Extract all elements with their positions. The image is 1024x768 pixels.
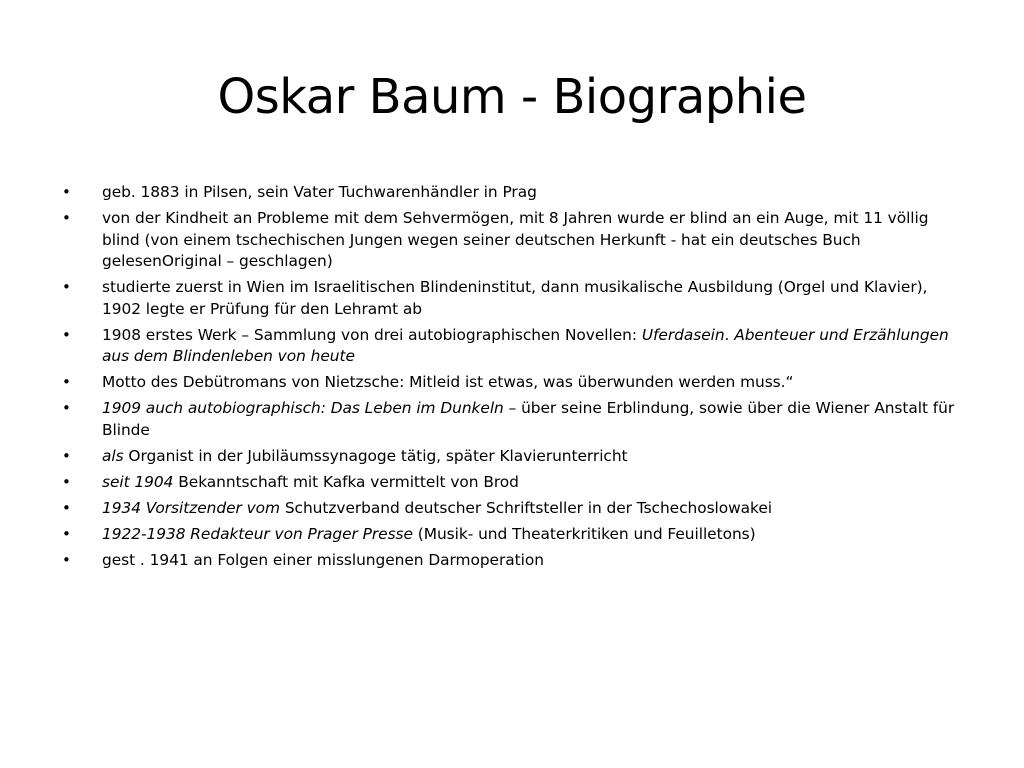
bullet-marker: • [62, 278, 71, 297]
bullet-item [60, 182, 964, 204]
bullet-marker: • [62, 399, 71, 418]
bullet-text: Schutzverband deutscher Schriftsteller in der Tschechoslowakei [280, 499, 773, 518]
bullet-marker: • [62, 525, 71, 544]
bullet-text: 1934 Vorsitzender vom [102, 499, 280, 518]
bullet-text: Bekanntschaft mit Kafka vermittelt von Brod [173, 473, 519, 492]
bullet-marker: • [62, 209, 71, 228]
bullet-text: – über seine Erblindung, sowie über die Wiener Anstalt für Blinde [102, 399, 955, 439]
bullet-text: geb. 1883 in Pilsen, sein Vater Tuchwarenhändler in Prag [102, 183, 537, 201]
bullet-item [60, 550, 964, 572]
bullet-item [60, 277, 964, 320]
bullet-text: Abenteuer und Erzählungen aus dem Blindenleben von heute [102, 325, 949, 366]
bullet-item [60, 472, 964, 494]
bullet-item [60, 498, 964, 520]
bullet-text: seit 1904 [102, 473, 174, 492]
bullet-marker: • [62, 373, 71, 392]
bullet-text: von der Kindheit an Probleme mit dem Sehvermögen, mit 8 Jahren wurde er blind an ein Auge, mit 11 völlig blind (von einem tschechischen Jungen wegen seiner deutschen Herkunft - hat ein deutsches Buch gelesenOriginal – geschlagen) [102, 209, 929, 271]
bullet-item [60, 446, 964, 468]
bullet-marker: • [62, 183, 71, 201]
bullet-item [60, 372, 964, 394]
bullet-text: 1909 auch autobiographisch: Das Leben im Dunkeln [102, 399, 504, 418]
bullet-marker: • [62, 551, 71, 570]
bullet-text: Uferdasein [641, 325, 725, 344]
bullet-text: als [102, 447, 124, 466]
bullet-marker: • [62, 447, 71, 466]
bullet-marker: • [62, 499, 71, 518]
bullet-item [60, 398, 964, 441]
bullet-text: . [724, 325, 735, 344]
bullet-text: 1908 erstes Werk – Sammlung von drei autobiographischen Novellen: [102, 325, 642, 344]
bullet-text: studierte zuerst in Wien im Israelitischen Blindeninstitut, dann musikalische Ausbildung (Orgel und Klavier), 1902 legte er Prüfung für den Lehramt ab [102, 278, 928, 318]
bullet-text: 1922-1938 Redakteur von Prager Presse [102, 525, 413, 544]
slide-title: Oskar Baum - Biographie [217, 69, 807, 125]
bullet-item [60, 208, 964, 273]
bullet-marker: • [62, 473, 71, 492]
bullet-item [60, 325, 964, 368]
bullet-text: gest . 1941 an Folgen einer misslungenen Darmoperation [102, 551, 544, 570]
bullet-marker: • [62, 325, 71, 344]
bullet-item [60, 524, 964, 546]
bullet-text: (Musik- und Theaterkritiken und Feuilletons) [412, 525, 756, 544]
bullet-text: Organist in der Jubiläumssynagoge tätig, später Klavierunterricht [123, 447, 628, 466]
bullet-list [60, 182, 964, 577]
bullet-text: Motto des Debütromans von Nietzsche: Mitleid ist etwas, was überwunden werden muss.“ [102, 373, 794, 392]
